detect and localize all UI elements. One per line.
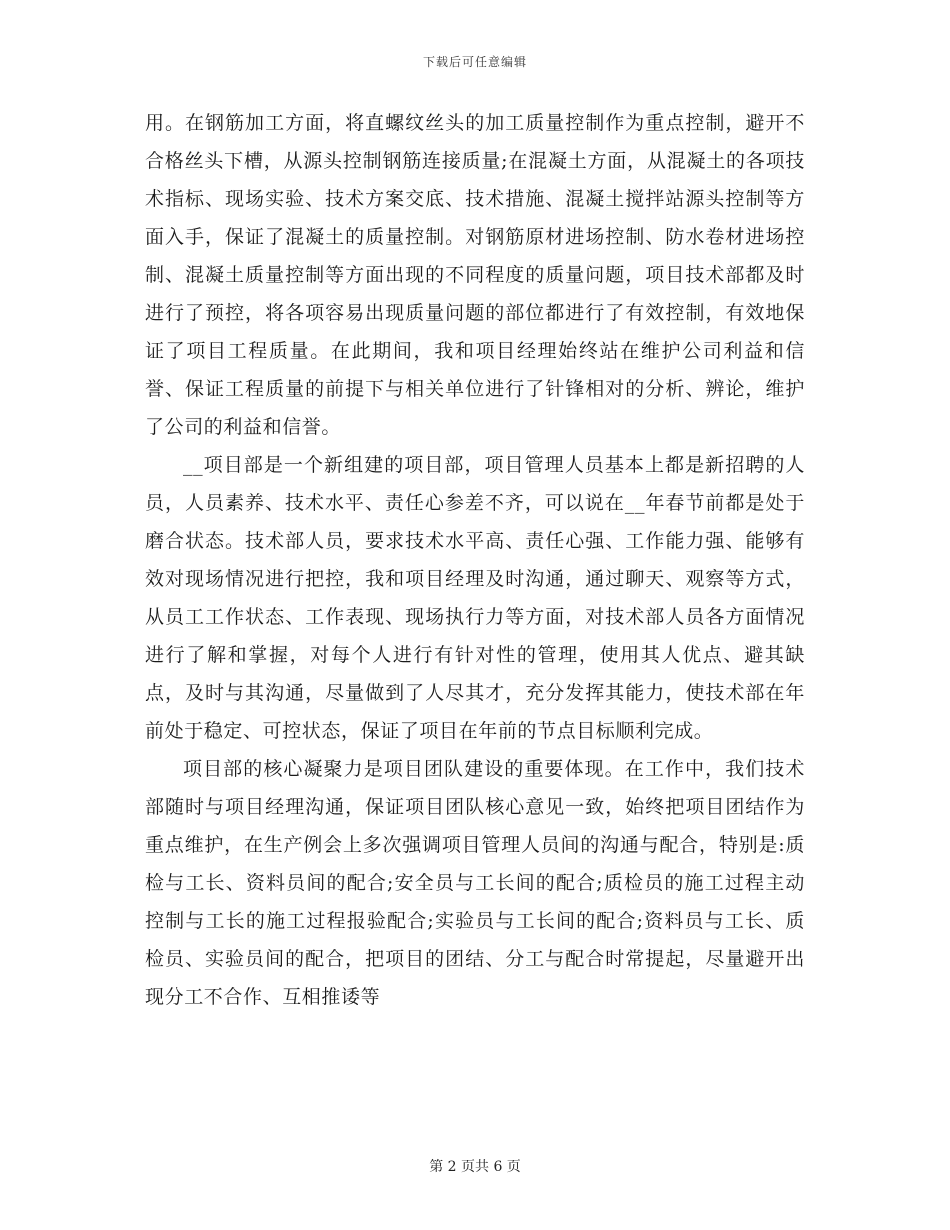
document-body	[145, 104, 805, 1016]
paragraph-2: __项目部是一个新组建的项目部，项目管理人员基本上都是新招聘的人员，人员素养、技术水平、责任心参差不齐，可以说在__年春节前都是处于磨合状态。技术部人员，要求技术水平高、责任心强、工作能力强、能够有效对现场情况进行把控，我和项目经理及时沟通，通过聊天、观察等方式，从员工工作状态、工作表现、现场执行力等方面，对技术部人员各方面情况进行了解和掌握，对每个人进行有针对性的管理，使用其人优点、避其缺点，及时与其沟通，尽量做到了人尽其才，充分发挥其能力，使技术部在年前处于稳定、可控状态，保证了项目在年前的节点目标顺利完成。	[145, 454, 805, 742]
page-header: 下载后可任意编辑	[422, 55, 527, 69]
page-number: 第 2 页共 6 页	[429, 1159, 521, 1175]
paragraph-3: 项目部的核心凝聚力是项目团队建设的重要体现。在工作中，我们技术部随时与项目经理沟通，保证项目团队核心意见一致，始终把项目团结作为重点维护，在生产例会上多次强调项目管理人员间的沟通与配合，特别是:质检与工长、资料员间的配合;安全员与工长间的配合;质检员的施工过程主动控制与工长的施工过程报验配合;实验员与工长间的配合;资料员与工长、质检员、实验员间的配合，把项目的团结、分工与配合时常提起，尽量避开出现分工不合作、互相推诿等	[145, 758, 805, 1008]
paragraph-1: 用。在钢筋加工方面，将直螺纹丝头的加工质量控制作为重点控制，避开不合格丝头下槽，从源头控制钢筋连接质量;在混凝土方面，从混凝土的各项技术指标、现场实验、技术方案交底、技术措施、混凝土搅拌站源头控制等方面入手，保证了混凝土的质量控制。对钢筋原材进场控制、防水卷材进场控制、混凝土质量控制等方面出现的不同程度的质量问题，项目技术部都及时进行了预控，将各项容易出现质量问题的部位都进行了有效控制，有效地保证了项目工程质量。在此期间，我和项目经理始终站在维护公司利益和信誉、保证工程质量的前提下与相关单位进行了针锋相对的分析、辨论，维护了公司的利益和信誉。	[145, 112, 805, 438]
